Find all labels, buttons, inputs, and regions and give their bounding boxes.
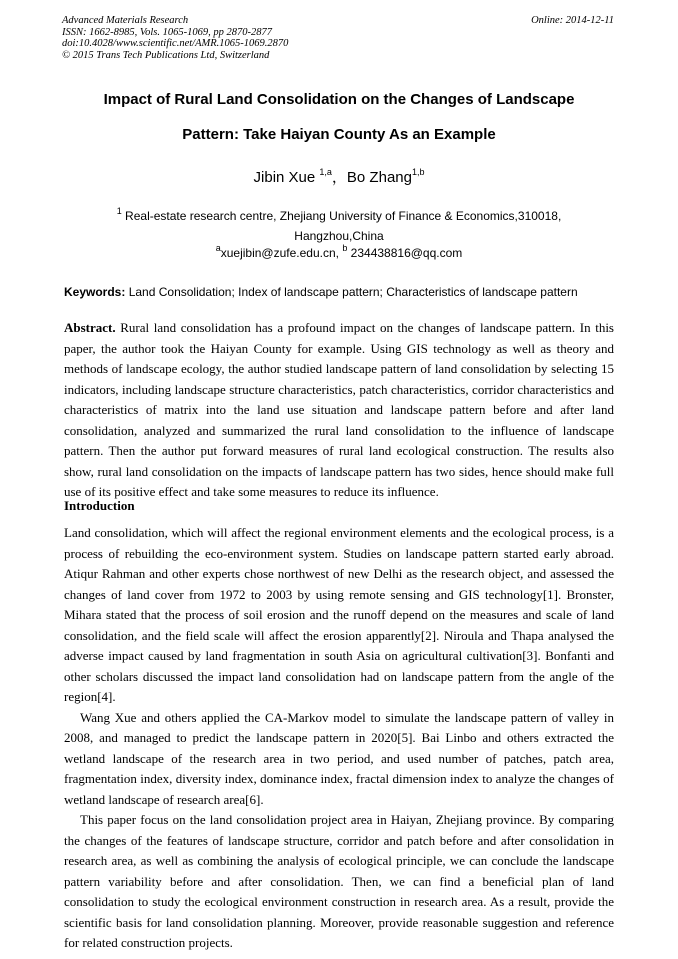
author-1-sup: 1,a [319, 167, 332, 177]
introduction-heading: Introduction [64, 498, 135, 513]
abstract [64, 318, 614, 503]
affiliation [90, 202, 588, 246]
affiliation-text: Real-estate research centre, Zhejiang University of Finance & Economics,310018, Hangzhou,China [121, 209, 562, 243]
author-2-sup: 1,b [411, 167, 425, 177]
authors [0, 166, 678, 187]
affiliation-sup: 1 [116, 206, 122, 216]
journal-name: Advanced Materials Research [62, 15, 189, 26]
journal-issn: ISSN: 1662-8985, Vols. 1065-1069, pp 2870-2877 [62, 26, 272, 38]
introduction-body [64, 523, 614, 954]
journal-doi: doi:10.4028/www.scientific.net/AMR.1065-1069.2870 [62, 38, 289, 49]
abstract-text: Rural land consolidation has a profound impact on the changes of landscape pattern. In this paper, the author took the Haiyan County for example. Using GIS technology as well as theory and methods of landscape ecology, the author studied landscape pattern of land consolidation by selecting 15 indicators, including landscape structure characteristics, patch characteristics, corridor characteristics and characteristics of matrix into the land use situation and landscape pattern before and after land consolidation, analyzed and summarized the rural land consolidation to the influence of landscape pattern. Then the author put forward measures of rural land ecological construction. The results also show, rural land consolidation on the impacts of landscape pattern has two sides, hence should make full use of its positive effect and take some measures to reduce its influence. [64, 320, 614, 499]
emails [0, 244, 678, 260]
paper-title-line-1: Impact of Rural Land Consolidation on the Changes of Landscape [103, 91, 575, 108]
email-b: 234438816@qq.com [347, 246, 463, 260]
intro-paragraph: This paper focus on the land consolidation project area in Haiyan, Zhejiang province. By comparing the changes of the features of landscape structure, corridor and patch before and after consolidation in research area, as well as combining the analysis of ecological principle, we can conclude the landscape pattern variability before and after consolidation. Then, we can find a beneficial plan of land consolidation to study the ecological environment construction in research area. As a result, provide the scientific basis for land consolidation planning. Moreover, provide reasonable suggestion and reference for related construction projects. [64, 812, 614, 950]
email-b-sup: b [342, 243, 348, 253]
keywords [64, 285, 614, 299]
author-1-name: Jibin Xue [253, 169, 320, 186]
intro-paragraph: Land consolidation, which will affect the regional environment elements and the ecological process, is a process of rebuilding the eco-environment system. Studies on landscape pattern started early abroad. Atiqur Rahman and other experts chose northwest of new Delhi as the research object, and assessed the changes of land cover from 1972 to 2003 by using remote sensing and GIS technology[1]. Bronster, Mihara stated that the process of soil erosion and the runoff depend on the measures and scale of land consolidation, and the field scale will affect the erosion apparently[2]. Niroula and Thapa analysed the adverse impact caused by land fragmentation in south Asia on agricultural cultivation[3]. Bonfanti and other scholars discussed the impact land consolidation had on landscape pattern from the angle of the region[4]. [64, 525, 614, 704]
journal-header [62, 15, 288, 61]
email-a: xuejibin@zufe.edu.cn, [220, 246, 343, 260]
email-a-sup: a [215, 243, 221, 253]
keywords-text: Land Consolidation; Index of landscape pattern; Characteristics of landscape pattern [125, 285, 578, 299]
online-date: Online: 2014-12-11 [531, 15, 614, 26]
intro-paragraph: Wang Xue and others applied the CA-Markov model to simulate the landscape pattern of valley in 2008, and managed to predict the landscape pattern in 2020[5]. Bai Linbo and others extracted the wetland landscape of the research area in two period, and used number of patches, patch area, fragmentation index, diversity index, dominance index, fractal dimension index to analyze the changes of wetland landscape of research area[6]. [64, 709, 614, 807]
author-separator: ， [331, 169, 347, 186]
abstract-label: Abstract. [64, 320, 116, 335]
journal-copyright: © 2015 Trans Tech Publications Ltd, Switzerland [62, 49, 270, 61]
paper-title-line-2: Pattern: Take Haiyan County As an Example [182, 126, 496, 143]
author-2-name: Bo Zhang [346, 169, 412, 186]
keywords-label: Keywords: [64, 285, 126, 299]
